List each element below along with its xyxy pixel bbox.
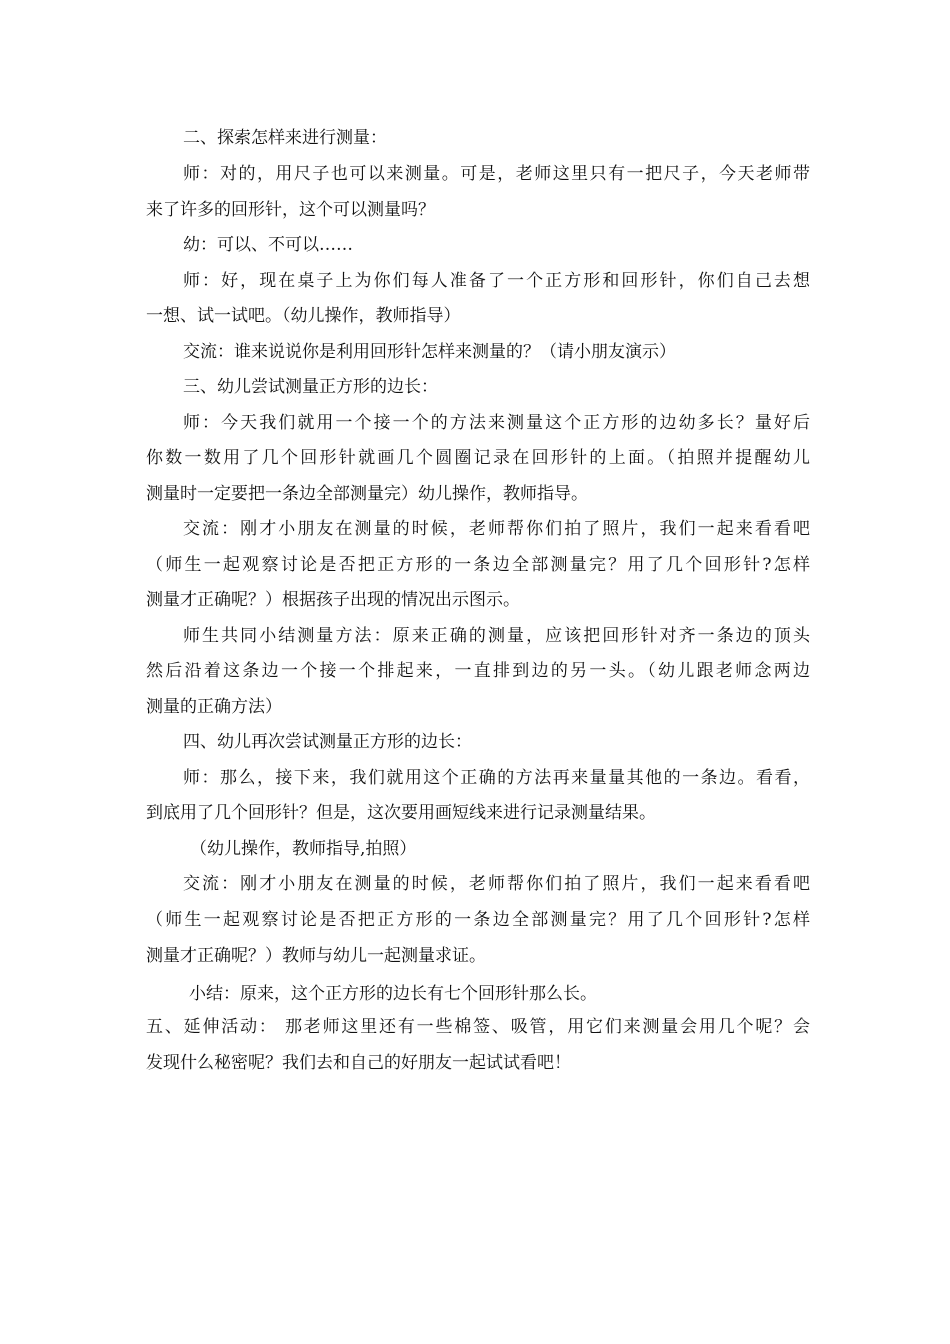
paragraph-line: （幼儿操作，教师指导,拍照） bbox=[190, 839, 417, 859]
paragraph-line: 测量才正确呢？）教师与幼儿一起测量求证。 bbox=[146, 946, 486, 966]
paragraph-line: 师：那么，接下来，我们就用这个正确的方法再来量量其他的一条边。看看， bbox=[183, 768, 810, 788]
paragraph-line: 测量的正确方法） bbox=[146, 697, 282, 717]
paragraph-line: 交流：刚才小朋友在测量的时候，老师帮你们拍了照片，我们一起来看看吧 bbox=[183, 874, 810, 894]
summary-line: 小结：原来，这个正方形的边长有七个回形针那么长。 bbox=[189, 984, 597, 1004]
paragraph-line: 师：好，现在桌子上为你们每人准备了一个正方形和回形针，你们自己去想 bbox=[183, 271, 810, 291]
paragraph-line: 到底用了几个回形针？但是，这次要用画短线来进行记录测量结果。 bbox=[146, 803, 656, 823]
paragraph-line: 一想、试一试吧。（幼儿操作，教师指导） bbox=[146, 306, 461, 326]
paragraph-line: 幼：可以、不可以…… bbox=[183, 235, 353, 255]
paragraph-line: 交流：谁来说说你是利用回形针怎样来测量的？（请小朋友演示） bbox=[183, 342, 676, 362]
paragraph-line: 发现什么秘密呢？我们去和自己的好朋友一起试试看吧！ bbox=[146, 1053, 571, 1073]
paragraph-line: （师生一起观察讨论是否把正方形的一条边全部测量完？用了几个回形针?怎样 bbox=[146, 910, 810, 930]
paragraph-line: （师生一起观察讨论是否把正方形的一条边全部测量完？用了几个回形针?怎样 bbox=[146, 555, 810, 575]
section-heading-2: 二、探索怎样来进行测量： bbox=[183, 128, 387, 148]
paragraph-line: 交流：刚才小朋友在测量的时候，老师帮你们拍了照片，我们一起来看看吧 bbox=[183, 519, 810, 539]
section-heading-3: 三、幼儿尝试测量正方形的边长： bbox=[183, 377, 438, 397]
paragraph-line: 来了许多的回形针，这个可以测量吗？ bbox=[146, 200, 435, 220]
paragraph-line: 测量时一定要把一条边全部测量完）幼儿操作，教师指导。 bbox=[146, 484, 588, 504]
paragraph-line: 然后沿着这条边一个接一个排起来，一直排到边的另一头。（幼儿跟老师念两边 bbox=[146, 661, 810, 681]
paragraph-line: 师：今天我们就用一个接一个的方法来测量这个正方形的边幼多长？量好后 bbox=[183, 413, 810, 433]
section-heading-4: 四、幼儿再次尝试测量正方形的边长： bbox=[183, 732, 472, 752]
paragraph-line: 师：对的，用尺子也可以来测量。可是，老师这里只有一把尺子，今天老师带 bbox=[183, 164, 810, 184]
paragraph-line: 你数一数用了几个回形针就画几个圆圈记录在回形针的上面。（拍照并提醒幼儿 bbox=[146, 448, 810, 468]
paragraph-line: 测量才正确呢？）根据孩子出现的情况出示图示。 bbox=[146, 590, 520, 610]
section-heading-5: 五、延伸活动： 那老师这里还有一些棉签、吸管，用它们来测量会用几个呢？会 bbox=[146, 1017, 810, 1037]
paragraph-line: 师生共同小结测量方法：原来正确的测量，应该把回形针对齐一条边的顶头 bbox=[183, 626, 810, 646]
